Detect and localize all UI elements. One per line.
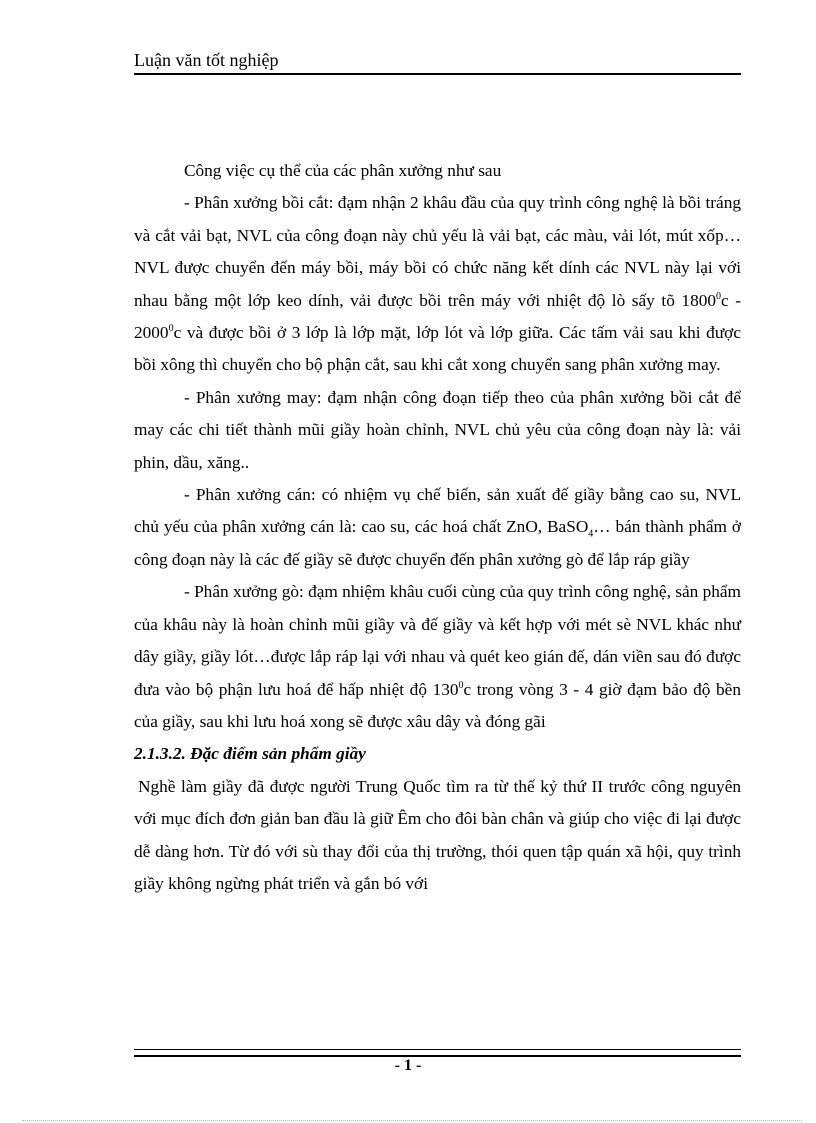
footer-divider — [134, 1049, 741, 1057]
paragraph-text: … bán thành phẩm ở công đoạn này là các đế giầy sẽ được chuyển đến phân xưởng gò để lắp ráp giầy — [134, 517, 741, 569]
document-body — [134, 155, 741, 900]
closing-paragraph: Nghề làm giầy đã được người Trung Quốc tìm ra từ thế kỷ thứ II trước công nguyên với mục đích đơn giản ban đầu là giữ Êm cho đôi bàn chân và giúp cho việc đi lại được dễ dàng hơn. Từ đó với sù thay đổi của thị trường, thói quen tập quán xã hội, quy trình giầy không ngừng phát triển và gắn bó với — [134, 776, 741, 893]
paragraph-text: c và được bồi ở 3 lớp là lớp mặt, lớp lót và lớp giữa. Các tấm vải sau khi được bồi xông thì chuyển cho bộ phận cắt, sau khi cắt xong chuyển sang phân xưởng may. — [134, 323, 741, 375]
header-divider — [134, 73, 741, 75]
section-heading: 2.1.3.2. Đặc điểm sản phẩm giầy — [134, 744, 366, 764]
superscript-degree: 0 — [168, 323, 174, 335]
paragraph-text: - Phân xưởng gò: đạm nhiệm khâu cuối cùng của quy trình công nghệ, sản phẩm của khâu này là hoàn chỉnh mũi giầy và đế giầy và kết hợp với mét sè NVL khác như dây giầy, giầy lót…được lắp ráp lại với nhau và quét keo gián đế, dán viền sau đó được đưa vào bộ phận lưu hoá để hấp nhiệt độ 130 — [134, 582, 741, 699]
subscript-number: 4 — [588, 528, 594, 540]
intro-paragraph: Công việc cụ thể của các phân xưởng như sau — [184, 161, 502, 180]
page-number: - 1 - — [394, 1057, 422, 1074]
paragraph-go — [134, 576, 741, 738]
paragraph-may: - Phân xưởng may: đạm nhận công đoạn tiếp theo của phân xưởng bồi cắt để may các chi tiết thành mũi giầy hoàn chỉnh, NVL chủ yêu của công đoạn này là: vải phin, dầu, xăng.. — [134, 387, 741, 472]
paragraph-text: - Phân xưởng cán: có nhiệm vụ chế biến, sản xuất đế giầy bằng cao su, NVL chủ yếu của phân xưởng cán là: cao su, các hoá chất ZnO, BaSO — [134, 485, 741, 537]
superscript-degree: 0 — [716, 290, 721, 302]
superscript-degree: 0 — [458, 679, 464, 691]
page-header-title: Luận văn tốt nghiệp — [134, 50, 279, 70]
page-edge-divider — [22, 1120, 802, 1121]
paragraph-text: c - 2000 — [134, 290, 742, 343]
paragraph-boi-cat — [134, 187, 741, 381]
paragraph-text: c trong vòng 3 - 4 giờ đạm bảo độ bền của giầy, sau khi lưu hoá xong sẽ được xâu dây và đóng gãi — [134, 679, 741, 731]
paragraph-text: - Phân xưởng bồi cắt: đạm nhận 2 khâu đầu của quy trình công nghệ là bồi tráng và cắt vải bạt, NVL của công đoạn này chủ yếu là vải bạt, các màu, vải lót, mút xốp…NVL được chuyển đến máy bồi, máy bồi có chức năng kết dính các NVL này lại với nhau bằng một lớp keo dính, vải được bồi trên máy với nhiệt độ lò sấy tõ 1800 — [134, 193, 741, 310]
paragraph-can — [134, 479, 741, 576]
